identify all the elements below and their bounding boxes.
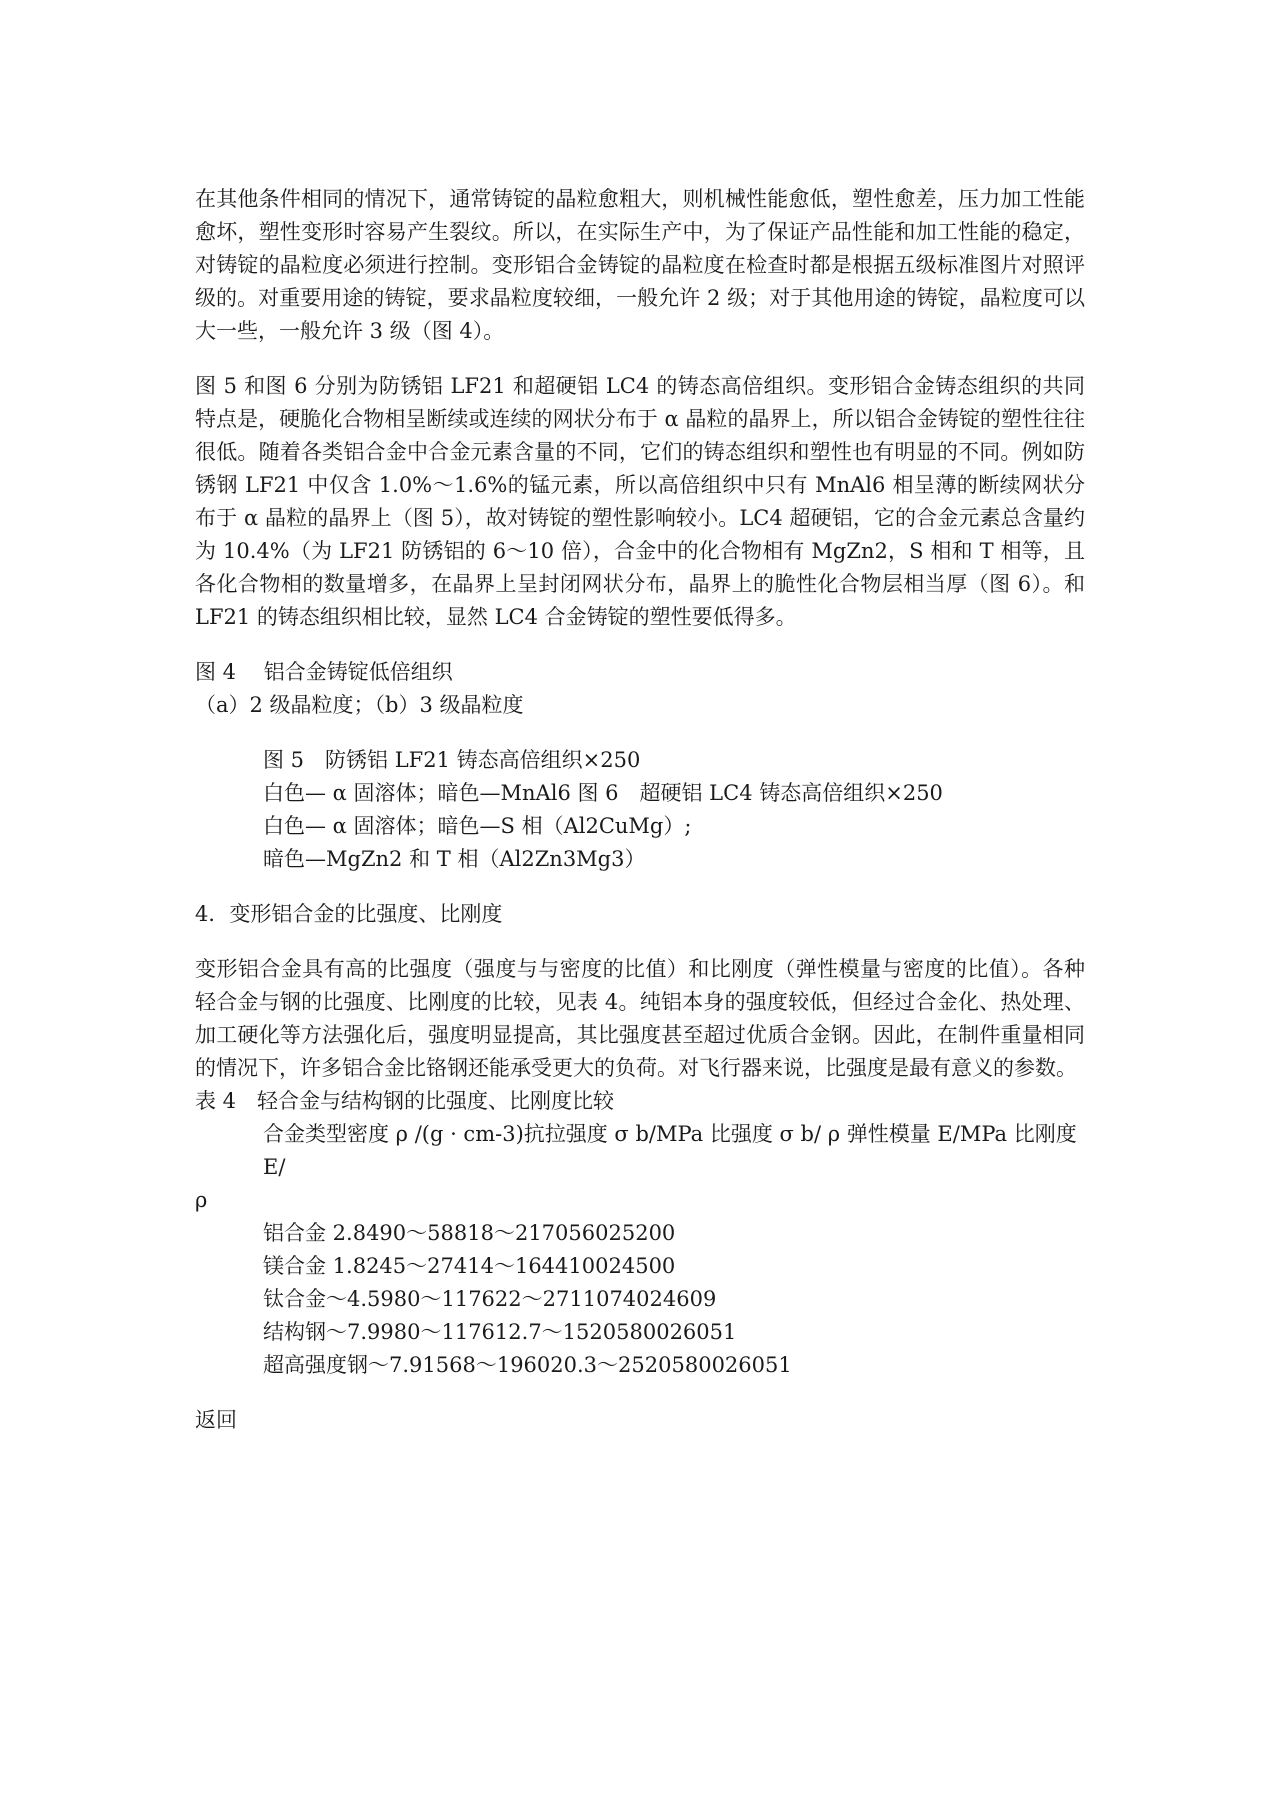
spacer — [195, 722, 1085, 744]
figure-4-caption: （a）2 级晶粒度；（b）3 级晶粒度 — [195, 693, 524, 717]
section-heading: 4．变形铝合金的比强度、比刚度 — [195, 902, 503, 926]
table-row: 超高强度钢～7.91568～196020.3～2520580026051 — [263, 1353, 792, 1377]
spacer — [195, 348, 1085, 370]
back-link[interactable]: 返回 — [195, 1408, 237, 1432]
table-row: 结构钢～7.9980～117612.7～1520580026051 — [263, 1320, 737, 1344]
figure-6-legend-s: 白色— α 固溶体；暗色—S 相（Al2CuMg）; — [263, 814, 692, 838]
document-page — [195, 183, 1085, 1437]
figure-5-6-captions — [195, 744, 1085, 876]
paragraph-cast-structure: 图 5 和图 6 分别为防锈铝 LF21 和超硬铝 LC4 的铸态高倍组织。变形铝合金铸态组织的共同特点是，硬脆化合物相呈断续或连续的网状分布于 α 晶粒的晶界上，所以铝合金铸锭的塑性往往很低。随着各类铝合金中合金元素含量的不同，它们的铸态组织和塑性也有明显的不同。例如防锈钢 LF21 中仅含 1.0%～1.6%的锰元素，所以高倍组织中只有 MnAl6 相呈薄的断续网状分布于 α 晶粒的晶界上（图 5），故对铸锭的塑性影响较小。LC4 超硬铝，它的合金元素总含量约为 10.4%（为 LF21 防锈铝的 6～10 倍），合金中的化合物相有 MgZn2，S 相和 T 相等，且各化合物相的数量增多，在晶界上呈封闭网状分布，晶界上的脆性化合物层相当厚（图 6）。和 LF21 的铸态组织相比较，显然 LC4 合金铸锭的塑性要低得多。 — [195, 374, 1085, 629]
table-row: 镁合金 1.8245～27414～164410024500 — [263, 1254, 676, 1278]
figure-5-title: 图 5 防锈铝 LF21 铸态高倍组织×250 — [263, 748, 641, 772]
paragraph-grain-size: 在其他条件相同的情况下，通常铸锭的晶粒愈粗大，则机械性能愈低，塑性愈差，压力加工性能愈坏，塑性变形时容易产生裂纹。所以，在实际生产中，为了保证产品性能和加工性能的稳定，对铸锭的晶粒度必须进行控制。变形铝合金铸锭的晶粒度在检查时都是根据五级标准图片对照评级的。对重要用途的铸锭，要求晶粒度较细，一般允许 2 级；对于其他用途的铸锭，晶粒度可以大一些，一般允许 3 级（图 4）。 — [195, 187, 1085, 343]
table-title: 表 4 轻合金与结构钢的比强度、比刚度比较 — [195, 1089, 615, 1113]
table-header: 合金类型密度 ρ /(g · cm-3)抗拉强度 σ b/MPa 比强度 σ b/ ρ 弹性模量 E/MPa 比刚度 E/ — [263, 1122, 1077, 1179]
spacer — [195, 931, 1085, 953]
figure-6-legend-t: 暗色—MgZn2 和 T 相（Al2Zn3Mg3） — [263, 847, 646, 871]
spacer — [195, 634, 1085, 656]
figure-4-title: 图 4 铝合金铸锭低倍组织 — [195, 660, 453, 684]
paragraph-specific-strength: 变形铝合金具有高的比强度（强度与与密度的比值）和比刚度（弹性模量与密度的比值）。各种轻合金与钢的比强度、比刚度的比较，见表 4。纯铝本身的强度较低，但经过合金化、热处理、加工硬化等方法强化后，强度明显提高，其比强度甚至超过优质合金钢。因此，在制件重量相同的情况下，许多铝合金比铬钢还能承受更大的负荷。对飞行器来说，比强度是最有意义的参数。 — [195, 957, 1085, 1080]
spacer — [195, 1382, 1085, 1404]
table-row: 铝合金 2.8490～58818～217056025200 — [263, 1221, 676, 1245]
spacer — [195, 876, 1085, 898]
table-header-continued: ρ — [195, 1188, 208, 1212]
figure-5-6-legend: 白色— α 固溶体；暗色—MnAl6 图 6 超硬铝 LC4 铸态高倍组织×250 — [263, 781, 943, 805]
table-4 — [195, 1085, 1085, 1382]
table-row: 钛合金～4.5980～117622～2711074024609 — [263, 1287, 717, 1311]
